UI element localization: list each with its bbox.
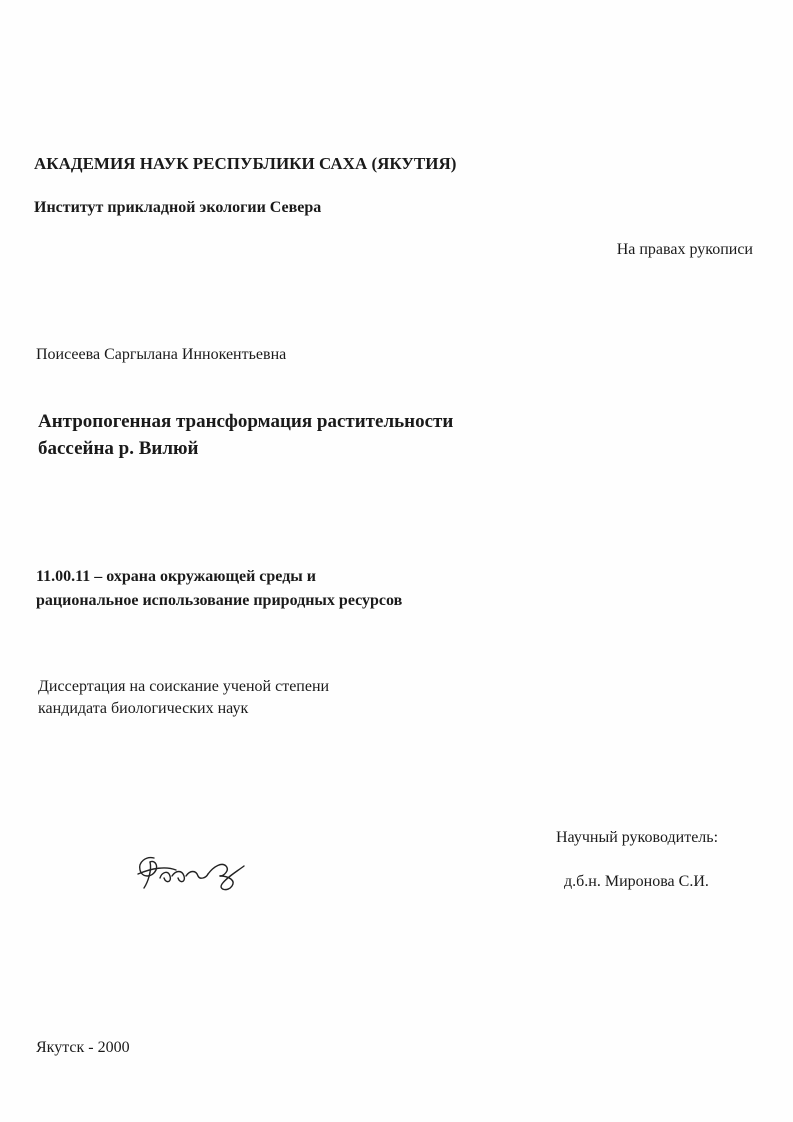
signature-icon — [132, 848, 252, 896]
thesis-title-line-2: бассейна р. Вилюй — [38, 438, 199, 459]
dissertation-line-1: Диссертация на соискание ученой степени — [38, 678, 330, 695]
thesis-title-line-1: Антропогенная трансформация растительности — [38, 411, 454, 432]
institute-heading: Институт прикладной экологии Севера — [34, 199, 322, 216]
specialty-line-2: рациональное использование природных ресурсов — [36, 592, 403, 609]
city-year: Якутск - 2000 — [36, 1039, 130, 1056]
supervisor-label: Научный руководитель: — [556, 829, 719, 846]
rights-note: На правах рукописи — [616, 241, 753, 258]
dissertation-line-2: кандидата биологических наук — [38, 700, 249, 717]
supervisor-name: д.б.н. Миронова С.И. — [564, 873, 709, 890]
author-name: Поисеева Саргылана Иннокентьевна — [36, 346, 287, 363]
academy-heading: АКАДЕМИЯ НАУК РЕСПУБЛИКИ САХА (ЯКУТИЯ) — [34, 154, 457, 173]
specialty-line-1: 11.00.11 – охрана окружающей среды и — [36, 568, 316, 585]
